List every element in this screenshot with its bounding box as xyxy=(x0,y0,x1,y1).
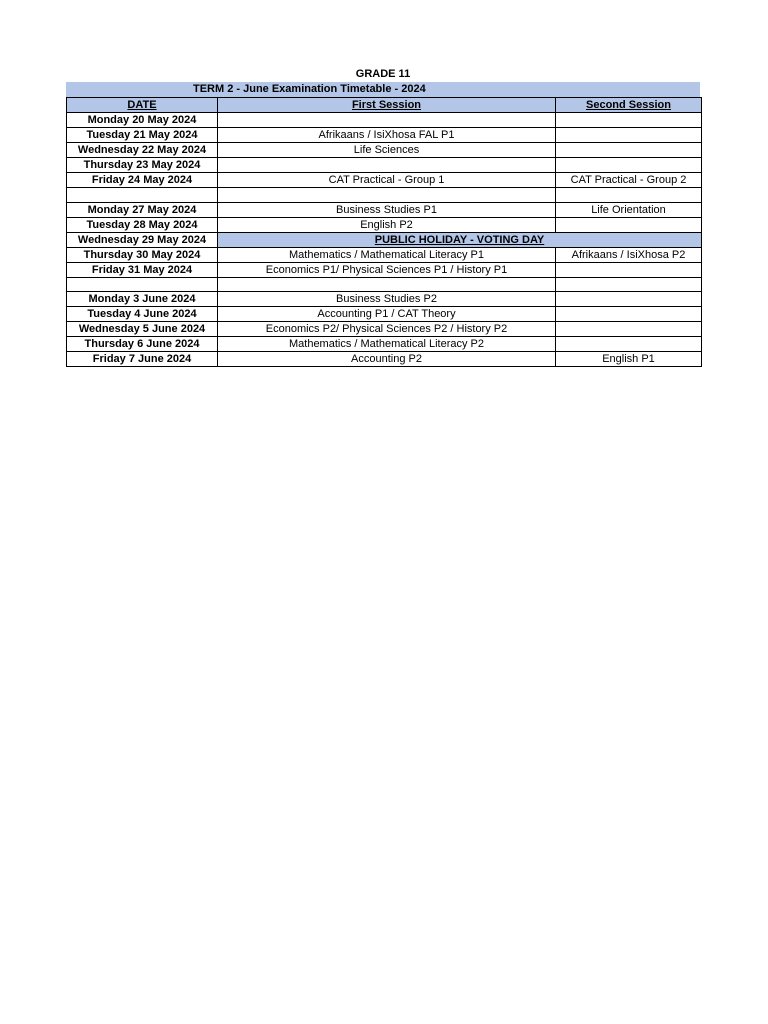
table-row-holiday xyxy=(67,232,702,247)
first-session-cell xyxy=(218,158,556,173)
table-row xyxy=(67,173,702,188)
table-row xyxy=(67,113,702,128)
table-row xyxy=(67,292,702,307)
date-cell: Friday 31 May 2024 xyxy=(67,262,218,277)
first-session-cell: Life Sciences xyxy=(218,143,556,158)
exam-timetable xyxy=(66,97,702,367)
date-cell xyxy=(67,277,218,292)
first-session-cell xyxy=(218,113,556,128)
date-cell: Monday 20 May 2024 xyxy=(67,113,218,128)
second-session-cell xyxy=(556,262,702,277)
first-session-cell: Mathematics / Mathematical Literacy P2 xyxy=(218,337,556,352)
table-row xyxy=(67,202,702,217)
column-header-first-session: First Session xyxy=(218,98,556,113)
grade-title: GRADE 11 xyxy=(355,68,411,80)
first-session-cell: Mathematics / Mathematical Literacy P1 xyxy=(218,247,556,262)
date-cell: Wednesday 22 May 2024 xyxy=(67,143,218,158)
term-title-banner xyxy=(66,82,700,97)
public-holiday-cell: PUBLIC HOLIDAY - VOTING DAY xyxy=(218,232,702,247)
date-cell: Thursday 23 May 2024 xyxy=(67,158,218,173)
date-cell: Friday 7 June 2024 xyxy=(67,352,218,367)
second-session-cell xyxy=(556,128,702,143)
second-session-cell xyxy=(556,188,702,203)
table-row xyxy=(67,217,702,232)
date-cell: Monday 3 June 2024 xyxy=(67,292,218,307)
date-cell: Monday 27 May 2024 xyxy=(67,202,218,217)
table-row xyxy=(67,128,702,143)
date-cell: Thursday 30 May 2024 xyxy=(67,247,218,262)
first-session-cell: Economics P2/ Physical Sciences P2 / History P2 xyxy=(218,322,556,337)
second-session-cell xyxy=(556,217,702,232)
date-cell: Thursday 6 June 2024 xyxy=(67,337,218,352)
second-session-cell: CAT Practical - Group 2 xyxy=(556,173,702,188)
date-cell: Friday 24 May 2024 xyxy=(67,173,218,188)
second-session-cell xyxy=(556,292,702,307)
table-row xyxy=(67,337,702,352)
table-row xyxy=(67,322,702,337)
second-session-cell xyxy=(556,143,702,158)
table-row-blank xyxy=(67,188,702,203)
second-session-cell xyxy=(556,322,702,337)
date-cell: Wednesday 29 May 2024 xyxy=(67,232,218,247)
second-session-cell xyxy=(556,113,702,128)
first-session-cell: Accounting P1 / CAT Theory xyxy=(218,307,556,322)
second-session-cell xyxy=(556,337,702,352)
first-session-cell: Economics P1/ Physical Sciences P1 / History P1 xyxy=(218,262,556,277)
table-row xyxy=(67,307,702,322)
second-session-cell: Afrikaans / IsiXhosa P2 xyxy=(556,247,702,262)
header-row xyxy=(67,98,702,113)
term-title: TERM 2 - June Examination Timetable - 2024 xyxy=(193,83,426,95)
date-cell: Tuesday 4 June 2024 xyxy=(67,307,218,322)
first-session-cell: CAT Practical - Group 1 xyxy=(218,173,556,188)
column-header-date: DATE xyxy=(67,98,218,113)
column-header-second-session: Second Session xyxy=(556,98,702,113)
table-row xyxy=(67,262,702,277)
table-row xyxy=(67,352,702,367)
table-row-blank xyxy=(67,277,702,292)
second-session-cell: Life Orientation xyxy=(556,202,702,217)
first-session-cell xyxy=(218,277,556,292)
first-session-cell: Business Studies P1 xyxy=(218,202,556,217)
first-session-cell: Afrikaans / IsiXhosa FAL P1 xyxy=(218,128,556,143)
second-session-cell xyxy=(556,158,702,173)
date-cell: Tuesday 21 May 2024 xyxy=(67,128,218,143)
first-session-cell: Business Studies P2 xyxy=(218,292,556,307)
table-row xyxy=(67,158,702,173)
first-session-cell xyxy=(218,188,556,203)
date-cell: Wednesday 5 June 2024 xyxy=(67,322,218,337)
first-session-cell: Accounting P2 xyxy=(218,352,556,367)
second-session-cell xyxy=(556,277,702,292)
table-row xyxy=(67,247,702,262)
date-cell xyxy=(67,188,218,203)
table-row xyxy=(67,143,702,158)
first-session-cell: English P2 xyxy=(218,217,556,232)
date-cell: Tuesday 28 May 2024 xyxy=(67,217,218,232)
second-session-cell xyxy=(556,307,702,322)
second-session-cell: English P1 xyxy=(556,352,702,367)
